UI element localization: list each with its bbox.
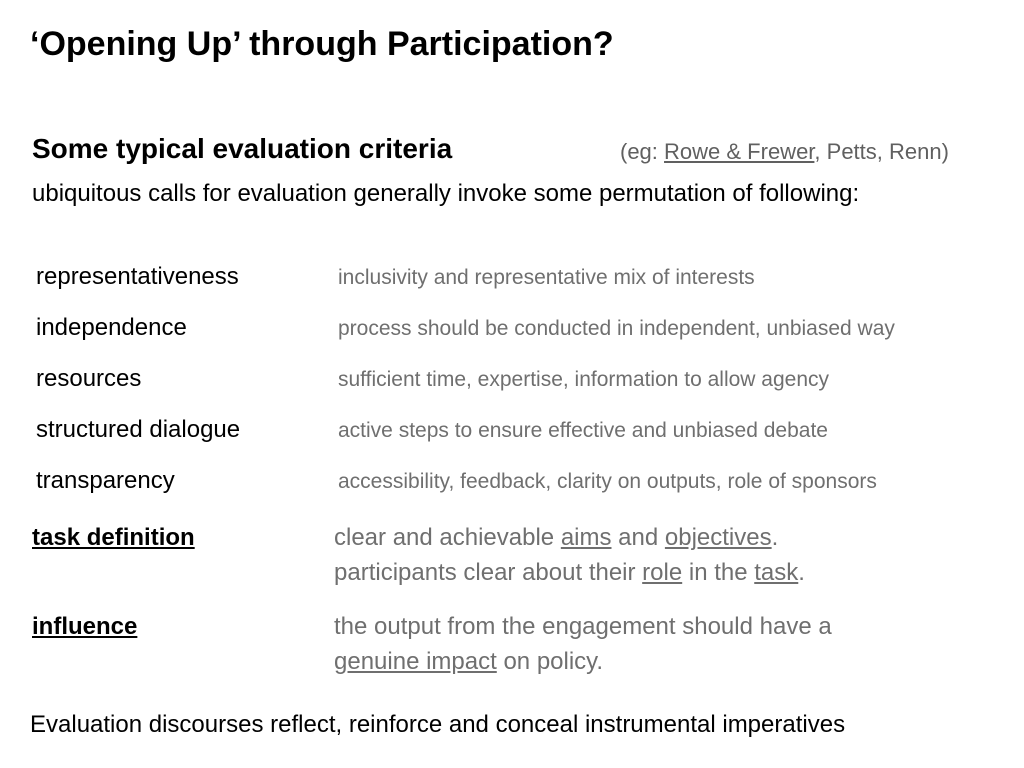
footer-statement: Evaluation discourses reflect, reinforce and conceal instrumental imperatives	[30, 711, 846, 738]
influence-line2	[334, 645, 603, 679]
criterion-description: accessibility, feedback, clarity on outputs, role of sponsors	[338, 470, 877, 493]
rowe-frewer-link[interactable]: Rowe & Frewer	[664, 139, 815, 164]
references	[620, 138, 949, 166]
role-link[interactable]: role	[642, 559, 683, 586]
criterion-name: independence	[36, 314, 187, 341]
page-title: ‘Opening Up’ through Participation?	[30, 25, 614, 63]
influence-line1: the output from the engagement should have a	[334, 613, 832, 640]
criterion-description: inclusivity and representative mix of interests	[338, 266, 755, 289]
criterion-description: sufficient time, expertise, information to allow agency	[338, 368, 830, 391]
criterion-name: resources	[36, 365, 142, 392]
criterion-description: active steps to ensure effective and unbiased debate	[338, 419, 828, 442]
text-span: on policy.	[496, 648, 604, 675]
refs-prefix: (eg:	[620, 139, 665, 164]
text-span: and	[611, 524, 665, 551]
text-span: clear and achievable	[334, 524, 561, 551]
refs-suffix: , Petts, Renn)	[814, 139, 949, 164]
genuine-impact-link[interactable]: genuine impact	[334, 648, 497, 675]
criterion-description: process should be conducted in independent, unbiased way	[338, 317, 895, 340]
section-heading: Some typical evaluation criteria	[32, 133, 453, 164]
criterion-name: representativeness	[36, 263, 239, 290]
task-definition-link[interactable]: task definition	[32, 524, 195, 551]
objectives-link[interactable]: objectives	[664, 524, 772, 551]
task-definition-line2	[334, 556, 805, 590]
intro-text: ubiquitous calls for evaluation generally invoke some permutation of following:	[32, 180, 860, 207]
text-span: .	[798, 559, 805, 586]
task-link[interactable]: task	[754, 559, 799, 586]
text-span: .	[771, 524, 779, 551]
text-span: participants clear about their	[334, 559, 643, 586]
aims-link[interactable]: aims	[560, 524, 612, 551]
influence-link[interactable]: influence	[32, 613, 138, 640]
task-definition-line1	[334, 521, 778, 555]
criterion-name: transparency	[36, 467, 175, 494]
criterion-name: structured dialogue	[36, 416, 241, 443]
text-span: in the	[682, 559, 755, 586]
